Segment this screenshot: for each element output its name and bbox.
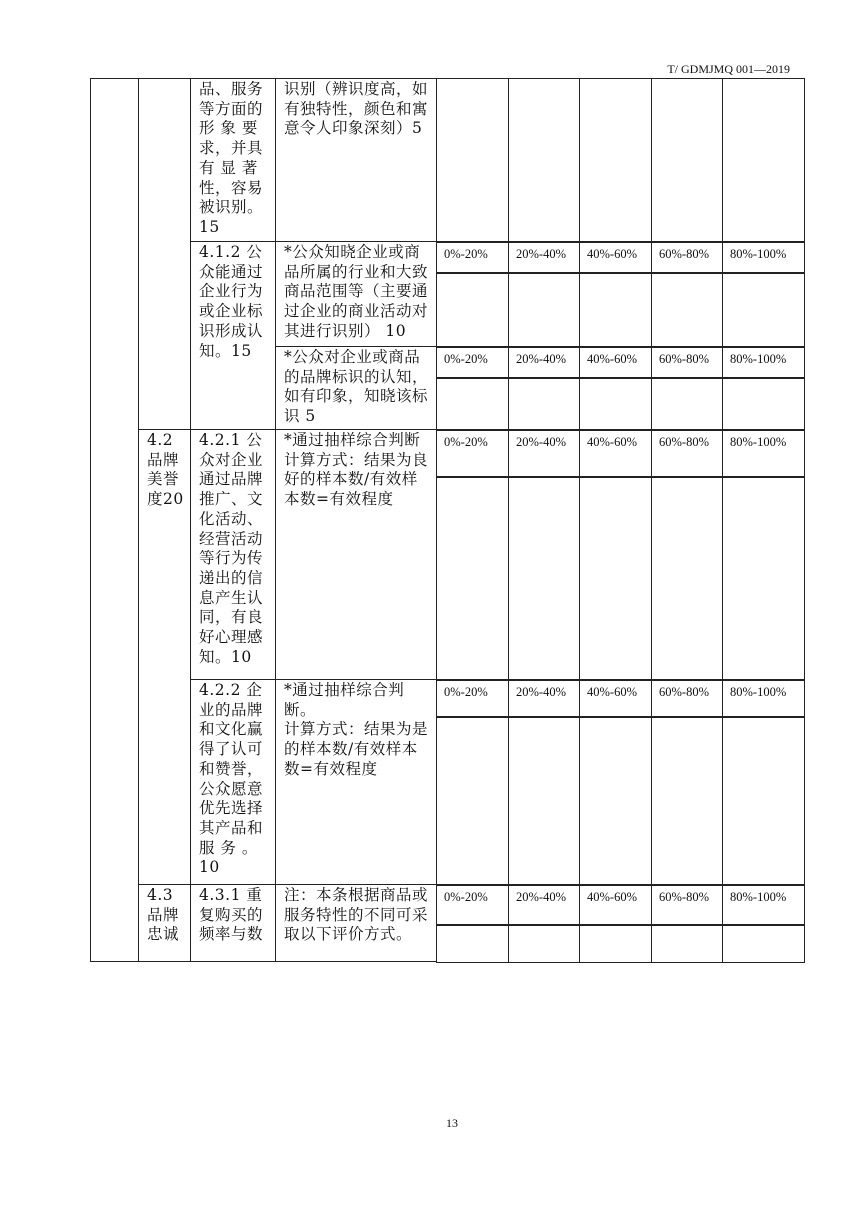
score-cell bbox=[722, 78, 805, 243]
criterion-cell: 4.1.2 公 众能通过 企业行为 或企业标 识形成认 知。15 bbox=[190, 241, 276, 430]
score-cell bbox=[436, 377, 509, 431]
method-cell: *通过抽样综合判 断。 计算方式：结果为是 的样本数/有效样本 数=有效程度 bbox=[275, 679, 437, 885]
range-label: 20%-40% bbox=[508, 241, 580, 274]
range-label: 0%-20% bbox=[436, 679, 509, 718]
range-label: 80%-100% bbox=[722, 346, 805, 379]
score-cell bbox=[508, 476, 580, 681]
score-cell bbox=[508, 272, 580, 348]
method-cell: 注：本条根据商品或 服务特性的不同可采 取以下评价方式。 bbox=[275, 884, 437, 962]
score-cell bbox=[436, 78, 509, 243]
range-label: 40%-60% bbox=[579, 429, 652, 478]
criterion-cell: 4.3.1 重 复购买的 频率与数 bbox=[190, 884, 276, 962]
score-cell bbox=[436, 716, 509, 886]
score-cell bbox=[579, 78, 652, 243]
document-id: T/ GDMJMQ 001—2019 bbox=[667, 62, 790, 76]
range-label: 40%-60% bbox=[579, 241, 652, 274]
method-cell: *公众知晓企业或商 品所属的行业和大致 商品范围等（主要通 过企业的商业活动对 其进行识别） 10 bbox=[275, 241, 437, 347]
score-cell bbox=[651, 78, 723, 243]
range-label: 20%-40% bbox=[508, 429, 580, 478]
range-label: 20%-40% bbox=[508, 884, 580, 926]
score-cell bbox=[722, 476, 805, 681]
score-cell bbox=[508, 377, 580, 431]
range-label: 0%-20% bbox=[436, 346, 509, 379]
method-cell: 识别（辨识度高，如 有独特性，颜色和寓 意令人印象深刻）5 bbox=[275, 78, 437, 242]
range-label: 80%-100% bbox=[722, 679, 805, 718]
score-cell bbox=[722, 716, 805, 886]
score-cell bbox=[722, 924, 805, 963]
criterion-cell: 4.2.2 企 业的品牌 和文化赢 得了认可 和赞誉， 公众愿意 优先选择 其产品和 服 务 。 10 bbox=[190, 679, 276, 885]
score-cell bbox=[651, 272, 723, 348]
score-cell bbox=[508, 924, 580, 963]
criterion-cell: 4.2.1 公 众对企业 通过品牌 推广、文 化活动、 经营活动 等行为传 递出的信 息产生认 同，有良 好心理感 知。10 bbox=[190, 429, 276, 680]
category-cell: 4.2 品牌 美誉 度20 bbox=[138, 429, 191, 885]
score-cell bbox=[508, 78, 580, 243]
criterion-cell: 品、服务 等方面的 形 象 要 求，并具 有 显 著 性，容易 被识别。 15 bbox=[190, 78, 276, 242]
score-cell bbox=[651, 377, 723, 431]
range-label: 80%-100% bbox=[722, 241, 805, 274]
range-label: 40%-60% bbox=[579, 679, 652, 718]
range-label: 20%-40% bbox=[508, 679, 580, 718]
table-cell bbox=[90, 78, 139, 962]
score-cell bbox=[579, 924, 652, 963]
range-label: 0%-20% bbox=[436, 241, 509, 274]
score-cell bbox=[579, 476, 652, 681]
score-cell bbox=[579, 272, 652, 348]
range-label: 60%-80% bbox=[651, 346, 723, 379]
score-cell bbox=[651, 716, 723, 886]
score-cell bbox=[651, 476, 723, 681]
score-cell bbox=[508, 716, 580, 886]
score-cell bbox=[722, 272, 805, 348]
range-label: 60%-80% bbox=[651, 884, 723, 926]
range-label: 20%-40% bbox=[508, 346, 580, 379]
score-cell bbox=[722, 377, 805, 431]
range-label: 60%-80% bbox=[651, 429, 723, 478]
score-cell bbox=[436, 924, 509, 963]
score-cell bbox=[579, 716, 652, 886]
range-label: 80%-100% bbox=[722, 429, 805, 478]
score-cell bbox=[651, 924, 723, 963]
range-label: 60%-80% bbox=[651, 241, 723, 274]
range-label: 0%-20% bbox=[436, 429, 509, 478]
range-label: 0%-20% bbox=[436, 884, 509, 926]
score-cell bbox=[436, 272, 509, 348]
score-cell bbox=[436, 476, 509, 681]
range-label: 40%-60% bbox=[579, 346, 652, 379]
range-label: 80%-100% bbox=[722, 884, 805, 926]
category-cell: 4.3 品牌 忠诚 bbox=[138, 884, 191, 962]
range-label: 60%-80% bbox=[651, 679, 723, 718]
method-cell: *通过抽样综合判断 计算方式：结果为良 好的样本数/有效样 本数=有效程度 bbox=[275, 429, 437, 680]
page-number: 13 bbox=[446, 1116, 458, 1130]
score-cell bbox=[579, 377, 652, 431]
table-cell bbox=[138, 78, 191, 430]
method-cell: *公众对企业或商品 的品牌标识的认知， 如有印象，知晓该标 识 5 bbox=[275, 346, 437, 430]
range-label: 40%-60% bbox=[579, 884, 652, 926]
